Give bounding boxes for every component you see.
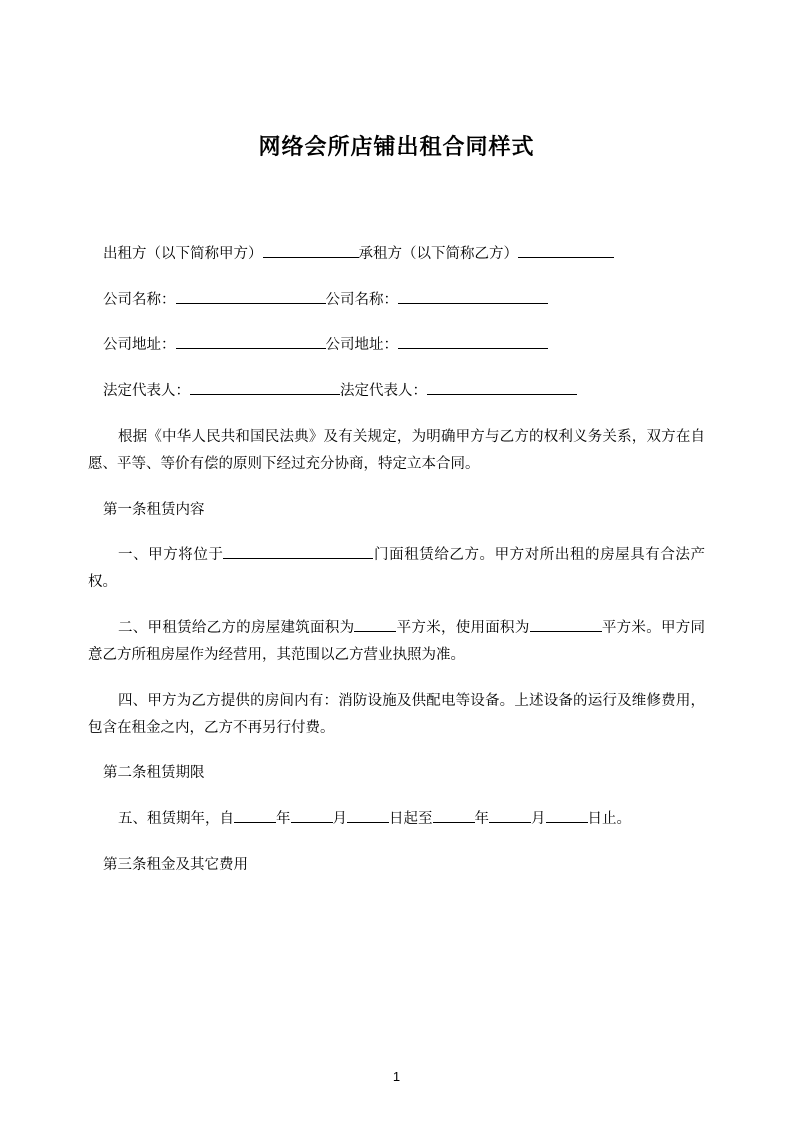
clause-2-5-t5: 月	[531, 811, 546, 828]
company-address-right-blank[interactable]	[398, 333, 548, 349]
page-title: 网络会所店铺出租合同样式	[258, 134, 535, 159]
clause-2-5-prefix: 五、租赁期年，自	[118, 811, 234, 828]
clause-2-5-blank-1[interactable]	[234, 807, 276, 823]
company-address-left-label: 公司地址：	[103, 337, 176, 354]
legal-rep-right-label: 法定代表人：	[340, 383, 427, 400]
company-name-left-blank[interactable]	[176, 287, 326, 303]
company-name-right-blank[interactable]	[398, 287, 548, 303]
section-heading-2: 第二条租赁期限	[103, 765, 205, 782]
parties-line	[88, 241, 705, 268]
preamble-paragraph: 根据《中华人民共和国民法典》及有关规定，为明确甲方与乙方的权利义务关系，双方在自愿、平等、等价有偿的原则下经过充分协商，特定立本合同。	[88, 429, 705, 472]
clause-1-2-blank-1[interactable]	[354, 616, 396, 632]
company-address-left-blank[interactable]	[176, 333, 326, 349]
field-company-name	[88, 287, 705, 314]
legal-rep-left-label: 法定代表人：	[103, 383, 190, 400]
clause-2-5-blank-5[interactable]	[489, 807, 531, 823]
company-address-right-label: 公司地址：	[325, 337, 398, 354]
clause-2-5-t6: 日止。	[587, 811, 631, 828]
section-heading-3: 第三条租金及其它费用	[103, 856, 248, 873]
legal-rep-left-blank[interactable]	[190, 379, 340, 395]
clause-2-5-blank-3[interactable]	[347, 807, 389, 823]
lessor-label: 出租方（以下简称甲方）	[103, 245, 263, 262]
clause-2-5-t4: 年	[474, 811, 489, 828]
clause-1-2-prefix: 二、甲租赁给乙方的房屋建筑面积为	[118, 620, 355, 637]
document-body	[88, 163, 705, 879]
clause-2-5-blank-4[interactable]	[433, 807, 475, 823]
clause-1-2-mid: 平方米，使用面积为	[396, 620, 530, 637]
clause-2-5-blank-6[interactable]	[546, 807, 588, 823]
section-heading-1: 第一条租赁内容	[103, 501, 205, 518]
lessor-blank[interactable]	[263, 242, 359, 258]
clause-1-2-suffix: 平方米。甲方同意乙方所租房屋作为经营用，其范围以乙方营业执照为准。	[88, 620, 706, 663]
lessee-label: 承租方（以下简称乙方）	[358, 245, 518, 262]
clause-2-5-t2: 月	[332, 811, 347, 828]
clause-1-2	[88, 615, 705, 669]
clause-1-1	[88, 542, 705, 596]
company-name-right-label: 公司名称：	[325, 291, 398, 308]
page-number: 1	[392, 1069, 401, 1084]
legal-rep-right-blank[interactable]	[427, 379, 577, 395]
field-legal-rep	[88, 378, 705, 405]
lessee-blank[interactable]	[518, 242, 614, 258]
clause-1-2-blank-2[interactable]	[530, 616, 602, 632]
clause-2-5	[88, 806, 705, 833]
clause-2-5-t3: 日起至	[389, 811, 433, 828]
clause-1-4: 四、甲方为乙方提供的房间内有：消防设施及供配电等设备。上述设备的运行及维修费用，包含在租金之内，乙方不再另行付费。	[88, 692, 705, 736]
clause-1-1-prefix: 一、甲方将位于	[118, 547, 224, 564]
clause-1-1-blank[interactable]	[223, 543, 373, 559]
clause-2-5-t1: 年	[276, 811, 291, 828]
clause-1-1-mid: 门面租赁给乙方。甲方对所出租的房屋具有合法产权。	[88, 547, 705, 591]
company-name-left-label: 公司名称：	[103, 291, 176, 308]
clause-2-5-blank-2[interactable]	[291, 807, 333, 823]
field-company-address	[88, 332, 705, 359]
